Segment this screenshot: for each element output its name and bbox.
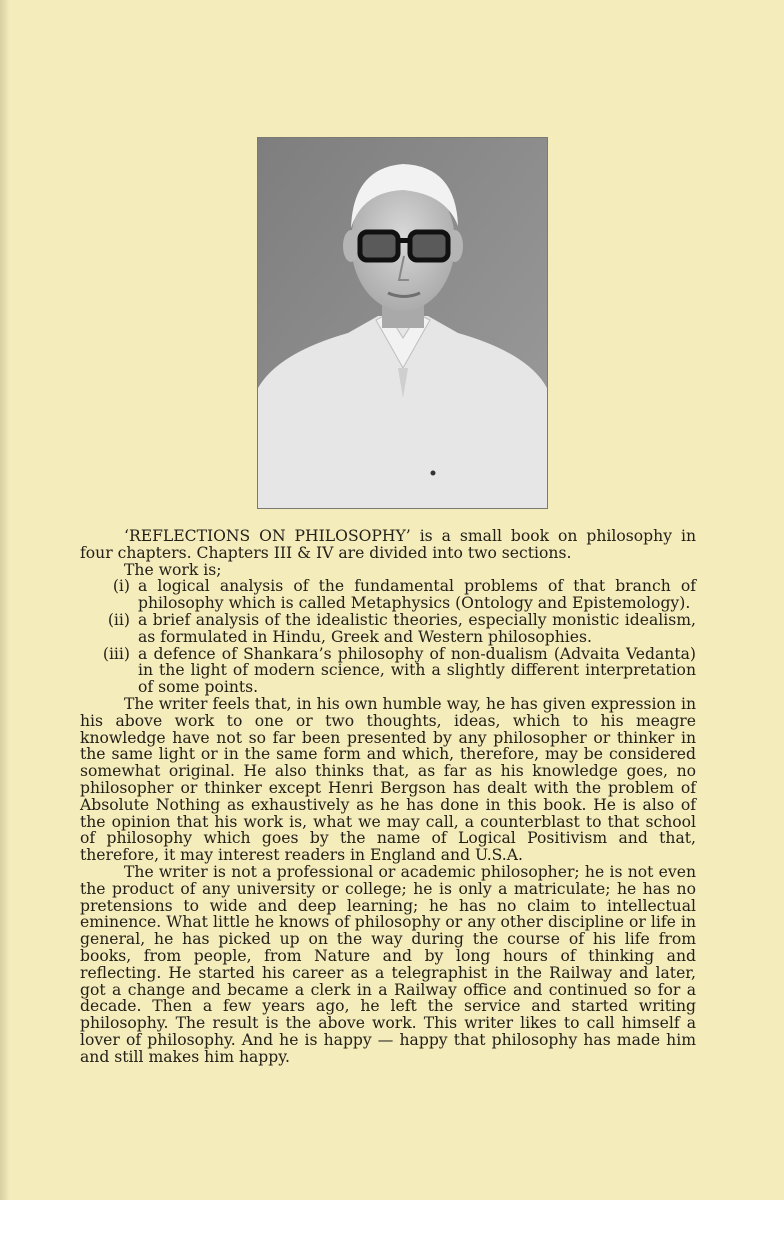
cover-edge xyxy=(0,0,10,1200)
list-item xyxy=(80,646,696,696)
work-list xyxy=(80,578,696,696)
list-item-number: (ii) xyxy=(107,610,130,629)
list-item-text: a logical analysis of the fundamental problems of that branch of philosophy which is called Metaphysics (Ontology and Epistemology). xyxy=(138,577,696,613)
list-item-text: a defence of Shankara’s philosophy of non-dualism (Advaita Vedanta) in the light of modern science, with a slightly different interpretation of some points. xyxy=(138,644,696,697)
list-item-number: (iii) xyxy=(102,644,130,663)
list-item xyxy=(80,612,696,646)
list-item-number: (i) xyxy=(112,577,130,596)
paragraph-writer-background: The writer is not a professional or academic philosopher; he is not even the product of any university or college; he is only a matriculate; he has no pretensions to wide and deep learning; he has no claim to intellectual eminence. What little he knows of philosophy or any other discipline or life in general, he has picked up on the way during the course of his life from books, from people, from Nature and by long hours of thinking and reflecting. He started his career as a telegraphist in the Railway and later, got a change and became a clerk in a Railway office and continued so for a decade. Then a few years ago, he left the service and started writing philosophy. The result is the above work. This writer likes to call himself a lover of philosophy. And he is happy — happy that philosophy has made him and still makes him happy. xyxy=(80,862,696,1066)
list-item xyxy=(80,578,696,612)
list-item-text: a brief analysis of the idealistic theories, especially monistic idealism, as formulated in Hindu, Greek and Western philosophies. xyxy=(138,610,696,646)
intro-paragraph: ‘REFLECTIONS ON PHILOSOPHY’ is a small book on philosophy in four chapters. Chapters III & IV are divided into two sections. xyxy=(80,527,696,562)
author-portrait xyxy=(257,137,548,509)
portrait-icon xyxy=(258,138,547,508)
paragraph-writer-feels: The writer feels that, in his own humble way, he has given expression in his above work to one or two thoughts, ideas, which to his meagre knowledge have not so far been presented by any philosopher or thinker in the same light or in the same form and which, therefore, may be considered somewhat original. He also thinks that, as far as his knowledge goes, no philosopher or thinker except Henri Bergson has dealt with the problem of Absolute Nothing as exhaustively as he has done in this book. He is also of the opinion that his work is, what we may call, a counterblast to that school of philosophy which goes by the name of Logical Positivism and that, therefore, it may interest readers in England and U.S.A. xyxy=(80,694,696,865)
work-intro: The work is; xyxy=(124,560,222,579)
blurb xyxy=(80,528,696,1066)
